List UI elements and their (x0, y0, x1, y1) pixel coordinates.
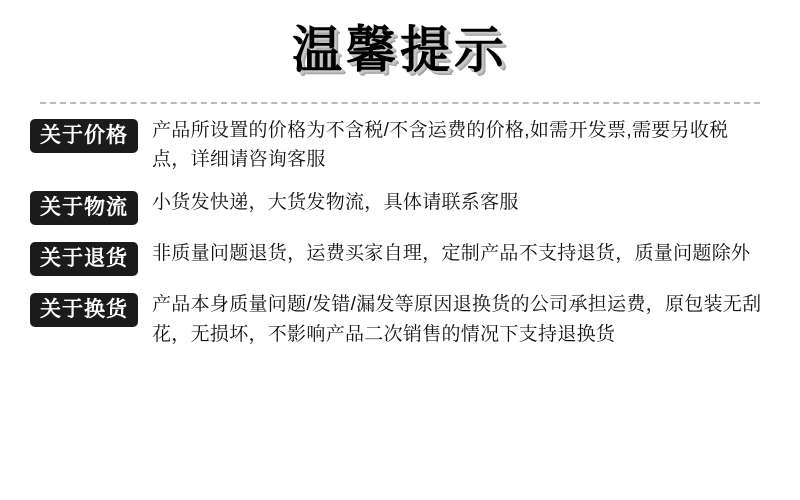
section-tag-exchange: 关于换货 (30, 293, 138, 327)
section-text-price: 产品所设置的价格为不含税/不含运费的价格,如需开发票,需要另收税点，详细请咨询客服 (152, 119, 729, 170)
dashed-divider (40, 102, 760, 104)
section-tag-logistics: 关于物流 (30, 191, 138, 225)
section-text-exchange: 产品本身质量问题/发错/漏发等原因退换货的公司承担运费，原包装无刮花，无损坏，不影响产品二次销售的情况下支持退换货 (152, 294, 762, 345)
notice-sections (0, 116, 800, 350)
notice-row-returns (30, 239, 764, 276)
section-tag-price: 关于价格 (30, 119, 138, 153)
notice-row-price (30, 116, 764, 175)
notice-row-logistics (30, 188, 764, 225)
section-text-returns: 非质量问题退货，运费买家自理，定制产品不支持退货，质量问题除外 (152, 243, 751, 265)
notice-row-exchange (30, 290, 764, 349)
page-title: 温馨提示 (292, 22, 508, 78)
section-tag-returns: 关于退货 (30, 242, 138, 276)
section-text-logistics: 小货发快递，大货发物流，具体请联系客服 (152, 192, 519, 214)
